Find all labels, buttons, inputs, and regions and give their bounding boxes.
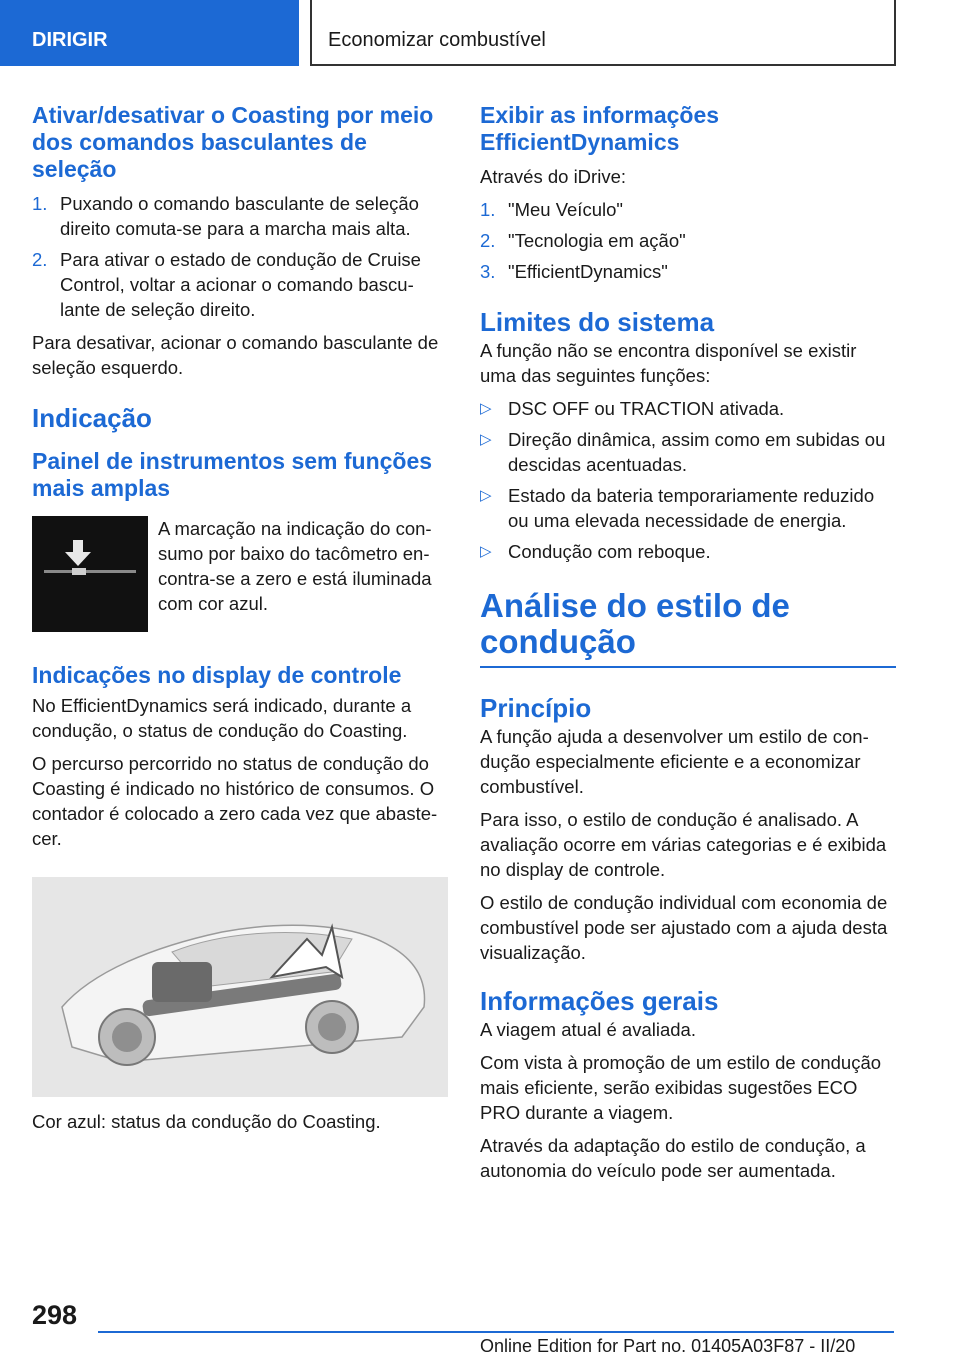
step-text: "EfficientDynamics" [508, 261, 668, 282]
coasting-indicator-image [32, 516, 148, 632]
page-number: 298 [32, 1300, 78, 1330]
list-item [32, 247, 448, 322]
item-text: Direção dinâmica, assim como em subidas ou descidas acentuadas. [508, 429, 886, 475]
heading-display: Indicações no display de controle [32, 662, 402, 688]
exibir-intro: Através do iDrive: [480, 166, 626, 187]
left-column [32, 102, 448, 1142]
step-text: "Tecnologia em ação" [508, 230, 686, 251]
item-text: Condução com reboque. [508, 541, 711, 562]
footer-divider [98, 1331, 894, 1333]
car-illustration [32, 877, 448, 1097]
list-item [480, 228, 896, 253]
coasting-steps [32, 191, 448, 322]
item-text: Estado da bateria temporariamente reduzido ou uma elevada necessidade de energia. [508, 485, 875, 531]
heading-info: Informações gerais [480, 986, 719, 1016]
step-number: 1. [32, 193, 48, 214]
display-paragraph-2: O percurso percorrido no status de condução do Coasting é indicado no histórico de consumos. O contador é colocado a zero cada vez que abaste-cer. [32, 753, 438, 849]
list-item [480, 259, 896, 284]
triangle-bullet-icon: ▷ [480, 400, 492, 417]
section-title: DIRIGIR [32, 29, 108, 51]
item-text: DSC OFF ou TRACTION ativada. [508, 398, 785, 419]
principio-paragraph-2: Para isso, o estilo de condução é analisado. A avaliação ocorre em várias categorias e é exibida no display de controle. [480, 809, 887, 880]
step-text: Para ativar o estado de condução de Cruise Control, voltar a acionar o comando bascu-lante de seleção direito. [60, 249, 421, 320]
heading-limites: Limites do sistema [480, 307, 715, 337]
step-number: 1. [480, 199, 496, 220]
car-drivetrain-icon [32, 877, 448, 1097]
step-number: 3. [480, 261, 496, 282]
heading-coasting: Ativar/desativar o Coasting por meio dos comandos basculantes de seleção [32, 102, 434, 182]
heading-exibir: Exibir as informações EfficientDynamics [480, 102, 720, 155]
step-text: Puxando o comando basculante de seleção direito comuta-se para a marcha mais alta. [60, 193, 419, 239]
info-paragraph-3: Através da adaptação do estilo de condução, a autonomia do veículo pode ser aumentada. [480, 1135, 866, 1181]
section-tab [0, 0, 299, 66]
arrow-down-icon [32, 516, 148, 632]
painel-text: A marcação na indicação do con-sumo por baixo do tacômetro en-contra-se a zero e está iluminada com cor azul. [158, 518, 432, 614]
limites-list [480, 396, 896, 564]
display-paragraph-1: No EfficientDynamics será indicado, durante a condução, o status de condução do Coasting. [32, 695, 412, 741]
chapter-tab [310, 0, 896, 66]
triangle-bullet-icon: ▷ [480, 431, 492, 448]
list-item [480, 539, 896, 564]
principio-paragraph-3: O estilo de condução individual com economia de combustível pode ser ajustado com a ajuda desta visualização. [480, 892, 888, 963]
info-paragraph-2: Com vista à promoção de um estilo de condução mais eficiente, serão exibidas sugestões ECO PRO durante a viagem. [480, 1052, 882, 1123]
coasting-off-text: Para desativar, acionar o comando basculante de seleção esquerdo. [32, 332, 439, 378]
edition-text: Online Edition for Part no. 01405A03F87 - II/20 [480, 1336, 856, 1356]
step-number: 2. [32, 249, 48, 270]
limites-intro: A função não se encontra disponível se existir uma das seguintes funções: [480, 340, 857, 386]
list-item [480, 396, 896, 421]
triangle-bullet-icon: ▷ [480, 487, 492, 504]
heading-painel: Painel de instrumentos sem funções mais amplas [32, 448, 433, 501]
principio-paragraph-1: A função ajuda a desenvolver um estilo de con-dução especialmente eficiente e a economizar combustível. [480, 726, 869, 797]
section-divider [480, 666, 896, 668]
indicator-block [32, 516, 448, 632]
list-item [32, 191, 448, 241]
info-paragraph-1: A viagem atual é avaliada. [480, 1019, 696, 1040]
list-item [480, 427, 896, 477]
heading-analise: Análise do estilo de condução [480, 587, 790, 660]
list-item [480, 483, 896, 533]
heading-principio: Princípio [480, 693, 592, 723]
chapter-title: Economizar combustível [328, 29, 546, 51]
exibir-steps [480, 197, 896, 284]
triangle-bullet-icon: ▷ [480, 543, 492, 560]
right-column [480, 102, 896, 1191]
list-item [480, 197, 896, 222]
step-text: "Meu Veículo" [508, 199, 623, 220]
figure-caption: Cor azul: status da condução do Coasting. [32, 1111, 381, 1132]
heading-indicacao: Indicação [32, 403, 152, 433]
step-number: 2. [480, 230, 496, 251]
